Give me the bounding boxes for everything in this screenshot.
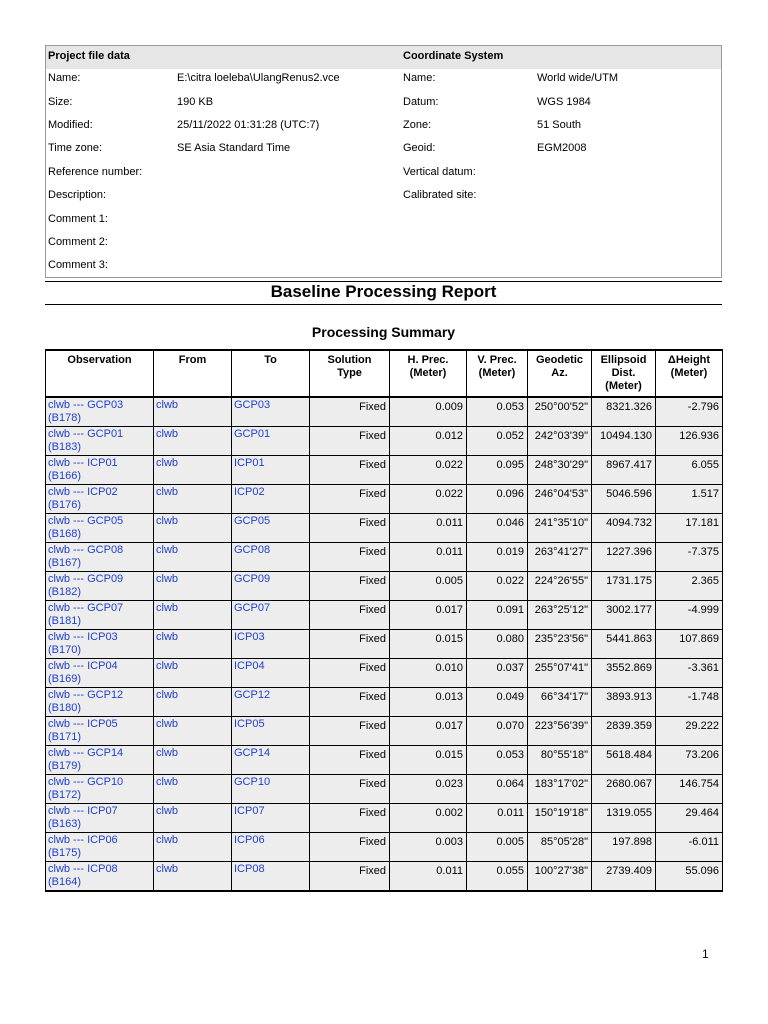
delta-height-cell: -7.375 [656,543,723,572]
v-prec-cell: 0.005 [467,833,528,862]
from-link[interactable]: clwb [154,717,232,746]
solution-type-cell: Fixed [310,397,390,427]
observation-link[interactable]: clwb --- ICP05 (B171) [46,717,154,746]
v-prec-cell: 0.022 [467,572,528,601]
info-value: E:\citra loeleba\UlangRenus2.vce [177,72,340,84]
observation-link[interactable]: clwb --- GCP12 (B180) [46,688,154,717]
delta-height-cell: -2.796 [656,397,723,427]
solution-type-cell: Fixed [310,862,390,892]
delta-height-cell: 73.206 [656,746,723,775]
column-header: Geodetic Az. [528,350,592,397]
column-header: From [154,350,232,397]
solution-type-cell: Fixed [310,833,390,862]
h-prec-cell: 0.017 [390,717,467,746]
coord-label: Vertical datum: [403,166,476,178]
h-prec-cell: 0.003 [390,833,467,862]
page-number: 1 [702,947,709,961]
solution-type-cell: Fixed [310,427,390,456]
coord-value: EGM2008 [537,142,587,154]
info-row [46,236,721,252]
table-row [46,833,723,862]
delta-height-cell: -3.361 [656,659,723,688]
v-prec-cell: 0.046 [467,514,528,543]
observation-link[interactable]: clwb --- ICP02 (B176) [46,485,154,514]
to-link[interactable]: GCP05 [232,514,310,543]
v-prec-cell: 0.053 [467,746,528,775]
solution-type-cell: Fixed [310,543,390,572]
column-header: H. Prec. (Meter) [390,350,467,397]
project-file-data-box [45,45,722,278]
delta-height-cell: 107.869 [656,630,723,659]
to-link[interactable]: ICP05 [232,717,310,746]
info-label: Modified: [48,119,93,131]
to-link[interactable]: ICP08 [232,862,310,892]
table-row [46,746,723,775]
info-row [46,213,721,229]
ellipsoid-dist-cell: 5046.596 [592,485,656,514]
v-prec-cell: 0.055 [467,862,528,892]
to-link[interactable]: GCP07 [232,601,310,630]
observation-link[interactable]: clwb --- ICP06 (B175) [46,833,154,862]
coord-label: Calibrated site: [403,189,477,201]
delta-height-cell: -6.011 [656,833,723,862]
ellipsoid-dist-cell: 197.898 [592,833,656,862]
from-link[interactable]: clwb [154,746,232,775]
ellipsoid-dist-cell: 3893.913 [592,688,656,717]
to-link[interactable]: GCP03 [232,397,310,427]
v-prec-cell: 0.011 [467,804,528,833]
geodetic-az-cell: 241°35'10" [528,514,592,543]
coord-label: Geoid: [403,142,436,154]
to-link[interactable]: GCP08 [232,543,310,572]
info-value: 190 KB [177,96,214,108]
ellipsoid-dist-cell: 8321.326 [592,397,656,427]
ellipsoid-dist-cell: 2839.359 [592,717,656,746]
to-link[interactable]: GCP14 [232,746,310,775]
observation-link[interactable]: clwb --- ICP03 (B170) [46,630,154,659]
info-label: Description: [48,189,107,201]
observation-link[interactable]: clwb --- GCP01 (B183) [46,427,154,456]
coordinate-system-heading: Coordinate System [403,50,504,62]
v-prec-cell: 0.096 [467,485,528,514]
processing-summary-table [45,349,723,892]
from-link[interactable]: clwb [154,601,232,630]
info-row [46,259,721,275]
delta-height-cell: 29.222 [656,717,723,746]
solution-type-cell: Fixed [310,601,390,630]
ellipsoid-dist-cell: 4094.732 [592,514,656,543]
geodetic-az-cell: 224°26'55" [528,572,592,601]
v-prec-cell: 0.037 [467,659,528,688]
h-prec-cell: 0.023 [390,775,467,804]
v-prec-cell: 0.070 [467,717,528,746]
delta-height-cell: 6.055 [656,456,723,485]
project-file-data-heading: Project file data [48,50,130,62]
observation-link[interactable]: clwb --- GCP03 (B178) [46,397,154,427]
delta-height-cell: 29.464 [656,804,723,833]
info-value: SE Asia Standard Time [177,142,291,154]
observation-link[interactable]: clwb --- GCP05 (B168) [46,514,154,543]
geodetic-az-cell: 235°23'56" [528,630,592,659]
info-row [46,119,721,135]
observation-link[interactable]: clwb --- GCP09 (B182) [46,572,154,601]
table-row [46,862,723,892]
geodetic-az-cell: 255°07'41" [528,659,592,688]
h-prec-cell: 0.017 [390,601,467,630]
info-value: 25/11/2022 01:31:28 (UTC:7) [177,119,320,131]
h-prec-cell: 0.005 [390,572,467,601]
solution-type-cell: Fixed [310,485,390,514]
solution-type-cell: Fixed [310,514,390,543]
table-row [46,427,723,456]
delta-height-cell: 2.365 [656,572,723,601]
geodetic-az-cell: 242°03'39" [528,427,592,456]
geodetic-az-cell: 263°41'27" [528,543,592,572]
solution-type-cell: Fixed [310,456,390,485]
info-label: Name: [48,72,81,84]
geodetic-az-cell: 66°34'17" [528,688,592,717]
table-row [46,456,723,485]
v-prec-cell: 0.053 [467,397,528,427]
delta-height-cell: -4.999 [656,601,723,630]
info-label: Comment 1: [48,213,108,225]
solution-type-cell: Fixed [310,746,390,775]
table-row [46,688,723,717]
to-link[interactable]: ICP04 [232,659,310,688]
solution-type-cell: Fixed [310,659,390,688]
coord-label: Name: [403,72,436,84]
processing-summary-title: Processing Summary [311,324,456,340]
v-prec-cell: 0.095 [467,456,528,485]
column-header: V. Prec. (Meter) [467,350,528,397]
v-prec-cell: 0.019 [467,543,528,572]
title-rule-bottom [45,304,722,305]
ellipsoid-dist-cell: 1319.055 [592,804,656,833]
ellipsoid-dist-cell: 1227.396 [592,543,656,572]
geodetic-az-cell: 263°25'12" [528,601,592,630]
column-header: Observation [46,350,154,397]
coord-label: Datum: [403,96,439,108]
geodetic-az-cell: 223°56'39" [528,717,592,746]
observation-link[interactable]: clwb --- ICP07 (B163) [46,804,154,833]
solution-type-cell: Fixed [310,804,390,833]
column-header: ΔHeight (Meter) [656,350,723,397]
coord-value: WGS 1984 [537,96,591,108]
v-prec-cell: 0.091 [467,601,528,630]
column-header: Ellipsoid Dist. (Meter) [592,350,656,397]
table-row [46,397,723,427]
to-link[interactable]: ICP03 [232,630,310,659]
report-title: Baseline Processing Report [270,282,497,301]
delta-height-cell: 146.754 [656,775,723,804]
to-link[interactable]: ICP02 [232,485,310,514]
observation-link[interactable]: clwb --- GCP07 (B181) [46,601,154,630]
delta-height-cell: 126.936 [656,427,723,456]
geodetic-az-cell: 150°19'18" [528,804,592,833]
h-prec-cell: 0.022 [390,456,467,485]
from-link[interactable]: clwb [154,833,232,862]
table-row [46,630,723,659]
delta-height-cell: 55.096 [656,862,723,892]
h-prec-cell: 0.009 [390,397,467,427]
geodetic-az-cell: 250°00'52" [528,397,592,427]
geodetic-az-cell: 85°05'28" [528,833,592,862]
table-row [46,717,723,746]
to-link[interactable]: GCP09 [232,572,310,601]
h-prec-cell: 0.011 [390,543,467,572]
from-link[interactable]: clwb [154,514,232,543]
h-prec-cell: 0.015 [390,630,467,659]
info-row [46,72,721,88]
solution-type-cell: Fixed [310,572,390,601]
info-row [46,142,721,158]
observation-link[interactable]: clwb --- GCP14 (B179) [46,746,154,775]
v-prec-cell: 0.080 [467,630,528,659]
ellipsoid-dist-cell: 3002.177 [592,601,656,630]
delta-height-cell: 17.181 [656,514,723,543]
h-prec-cell: 0.011 [390,862,467,892]
from-link[interactable]: clwb [154,630,232,659]
table-row [46,572,723,601]
info-label: Size: [48,96,73,108]
info-label: Comment 3: [48,259,108,271]
observation-link[interactable]: clwb --- ICP04 (B169) [46,659,154,688]
solution-type-cell: Fixed [310,688,390,717]
v-prec-cell: 0.049 [467,688,528,717]
info-label: Time zone: [48,142,103,154]
info-row [46,189,721,205]
column-header: To [232,350,310,397]
info-row [46,96,721,112]
coord-label: Zone: [403,119,432,131]
ellipsoid-dist-cell: 10494.130 [592,427,656,456]
solution-type-cell: Fixed [310,630,390,659]
ellipsoid-dist-cell: 5618.484 [592,746,656,775]
from-link[interactable]: clwb [154,659,232,688]
ellipsoid-dist-cell: 1731.175 [592,572,656,601]
geodetic-az-cell: 100°27'38" [528,862,592,892]
from-link[interactable]: clwb [154,775,232,804]
observation-link[interactable]: clwb --- ICP01 (B166) [46,456,154,485]
h-prec-cell: 0.002 [390,804,467,833]
from-link[interactable]: clwb [154,543,232,572]
geodetic-az-cell: 80°55'18" [528,746,592,775]
h-prec-cell: 0.010 [390,659,467,688]
table-row [46,601,723,630]
table-row [46,659,723,688]
from-link[interactable]: clwb [154,804,232,833]
observation-link[interactable]: clwb --- ICP08 (B164) [46,862,154,892]
ellipsoid-dist-cell: 5441.863 [592,630,656,659]
geodetic-az-cell: 248°30'29" [528,456,592,485]
h-prec-cell: 0.012 [390,427,467,456]
info-row [46,166,721,182]
table-body [46,397,723,891]
from-link[interactable]: clwb [154,397,232,427]
coord-value: World wide/UTM [537,72,619,84]
ellipsoid-dist-cell: 3552.869 [592,659,656,688]
table-row [46,485,723,514]
table-row [46,775,723,804]
solution-type-cell: Fixed [310,775,390,804]
from-link[interactable]: clwb [154,688,232,717]
to-link[interactable]: GCP10 [232,775,310,804]
to-link[interactable]: ICP06 [232,833,310,862]
table-row [46,804,723,833]
project-header-bar [46,46,721,69]
v-prec-cell: 0.064 [467,775,528,804]
geodetic-az-cell: 246°04'53" [528,485,592,514]
h-prec-cell: 0.015 [390,746,467,775]
from-link[interactable]: clwb [154,572,232,601]
ellipsoid-dist-cell: 2680.067 [592,775,656,804]
to-link[interactable]: GCP12 [232,688,310,717]
delta-height-cell: 1.517 [656,485,723,514]
geodetic-az-cell: 183°17'02" [528,775,592,804]
to-link[interactable]: ICP07 [232,804,310,833]
to-link[interactable]: GCP01 [232,427,310,456]
observation-link[interactable]: clwb --- GCP08 (B167) [46,543,154,572]
from-link[interactable]: clwb [154,862,232,892]
observation-link[interactable]: clwb --- GCP10 (B172) [46,775,154,804]
v-prec-cell: 0.052 [467,427,528,456]
column-header: Solution Type [310,350,390,397]
coord-value: 51 South [537,119,582,131]
ellipsoid-dist-cell: 2739.409 [592,862,656,892]
from-link[interactable]: clwb [154,427,232,456]
info-label: Comment 2: [48,236,108,248]
to-link[interactable]: ICP01 [232,456,310,485]
from-link[interactable]: clwb [154,456,232,485]
h-prec-cell: 0.022 [390,485,467,514]
info-label: Reference number: [48,166,143,178]
table-header-row [46,350,723,397]
h-prec-cell: 0.011 [390,514,467,543]
ellipsoid-dist-cell: 8967.417 [592,456,656,485]
table-row [46,514,723,543]
table-row [46,543,723,572]
solution-type-cell: Fixed [310,717,390,746]
h-prec-cell: 0.013 [390,688,467,717]
delta-height-cell: -1.748 [656,688,723,717]
from-link[interactable]: clwb [154,485,232,514]
